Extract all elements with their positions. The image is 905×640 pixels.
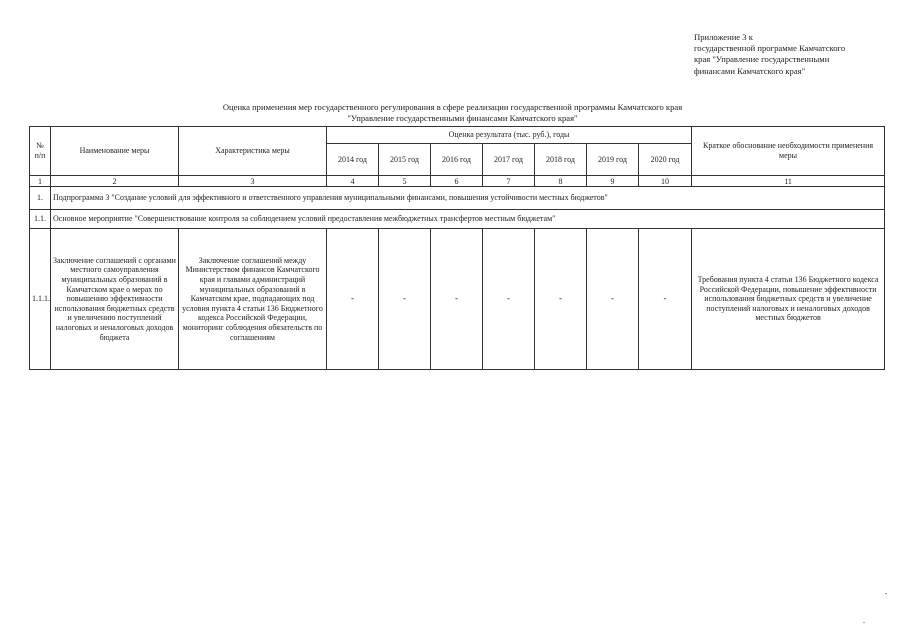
subprogram-text: Подпрограмма 3 "Создание условий для эффективного и ответственного управления муниципальными финансами, повышения устойчивости местных бюджетов" — [51, 187, 885, 210]
appendix-line: Приложение 3 к — [694, 32, 753, 42]
header-year: 2019 год — [587, 144, 639, 176]
header-row — [30, 127, 885, 144]
header-name: Наименование меры — [51, 127, 179, 176]
appendix-line: финансами Камчатского края" — [694, 65, 806, 76]
header-result-group: Оценка результата (тыс. руб.), годы — [327, 127, 692, 144]
measure-justification: Требования пункта 4 статьи 136 Бюджетного кодекса Российской Федерации, повышение эффективности использования бюджетных средств и увеличение поступлений налоговых и неналоговых доходов местных бюджетов — [692, 229, 885, 370]
header-year: 2015 год — [379, 144, 431, 176]
document-title — [0, 102, 905, 124]
value-2018: - — [535, 229, 587, 370]
value-2014: - — [327, 229, 379, 370]
main-event-num: 1.1. — [30, 210, 51, 229]
appendix-line: края "Управление государственными — [694, 54, 830, 65]
header-characteristic: Характеристика меры — [179, 127, 327, 176]
column-number: 10 — [639, 176, 692, 187]
value-2016: - — [431, 229, 483, 370]
subprogram-row — [30, 187, 885, 210]
header-year: 2018 год — [535, 144, 587, 176]
value-2017: - — [483, 229, 535, 370]
column-number: 6 — [431, 176, 483, 187]
header-year: 2016 год — [431, 144, 483, 176]
measures-table — [29, 126, 885, 370]
row-num: 1.1.1. — [30, 229, 51, 370]
header-num: № п/п — [30, 127, 51, 176]
value-2019: - — [587, 229, 639, 370]
column-number: 5 — [379, 176, 431, 187]
value-2020: - — [639, 229, 692, 370]
title-line-1: Оценка применения мер государственного регулирования в сфере реализации государственной программы Камчатского края — [222, 102, 683, 112]
main-event-row — [30, 210, 885, 229]
column-number: 3 — [179, 176, 327, 187]
column-number: 8 — [535, 176, 587, 187]
appendix-note — [694, 32, 894, 77]
header-year: 2014 год — [327, 144, 379, 176]
title-line-2: "Управление государственными финансами Камчатского края" — [347, 113, 578, 123]
measure-characteristic: Заключение соглашений между Министерством финансов Камчатского края и главами администраций муниципальных образований в Камчатском крае, подпадающих под условия пункта 4 статьи 136 Бюджетного кодекса Российской Федерации, мониторинг соблюдения обязательств по соглашениям — [179, 229, 327, 370]
subprogram-num: 1. — [30, 187, 51, 210]
value-2015: - — [379, 229, 431, 370]
appendix-line: государственной программе Камчатского — [694, 43, 846, 54]
scan-speck — [863, 622, 865, 623]
header-justification: Краткое обоснование необходимости применения меры — [692, 127, 885, 176]
header-year: 2017 год — [483, 144, 535, 176]
table-row — [30, 229, 885, 370]
column-number: 7 — [483, 176, 535, 187]
header-year: 2020 год — [639, 144, 692, 176]
main-event-text: Основное мероприятие "Совершенствование контроля за соблюдением условий предоставления межбюджетных трансфертов местным бюджетам" — [51, 210, 885, 229]
column-number: 1 — [30, 176, 51, 187]
column-number: 9 — [587, 176, 639, 187]
column-number: 2 — [51, 176, 179, 187]
measure-name: Заключение соглашений с органами местного самоуправления муниципальных образований в Камчатском крае о мерах по повышению эффективности использования бюджетных средств и увеличению поступлений налоговых и неналоговых доходов бюджета — [51, 229, 179, 370]
column-number: 4 — [327, 176, 379, 187]
column-number-row — [30, 176, 885, 187]
scan-speck — [885, 593, 887, 594]
column-number: 11 — [692, 176, 885, 187]
